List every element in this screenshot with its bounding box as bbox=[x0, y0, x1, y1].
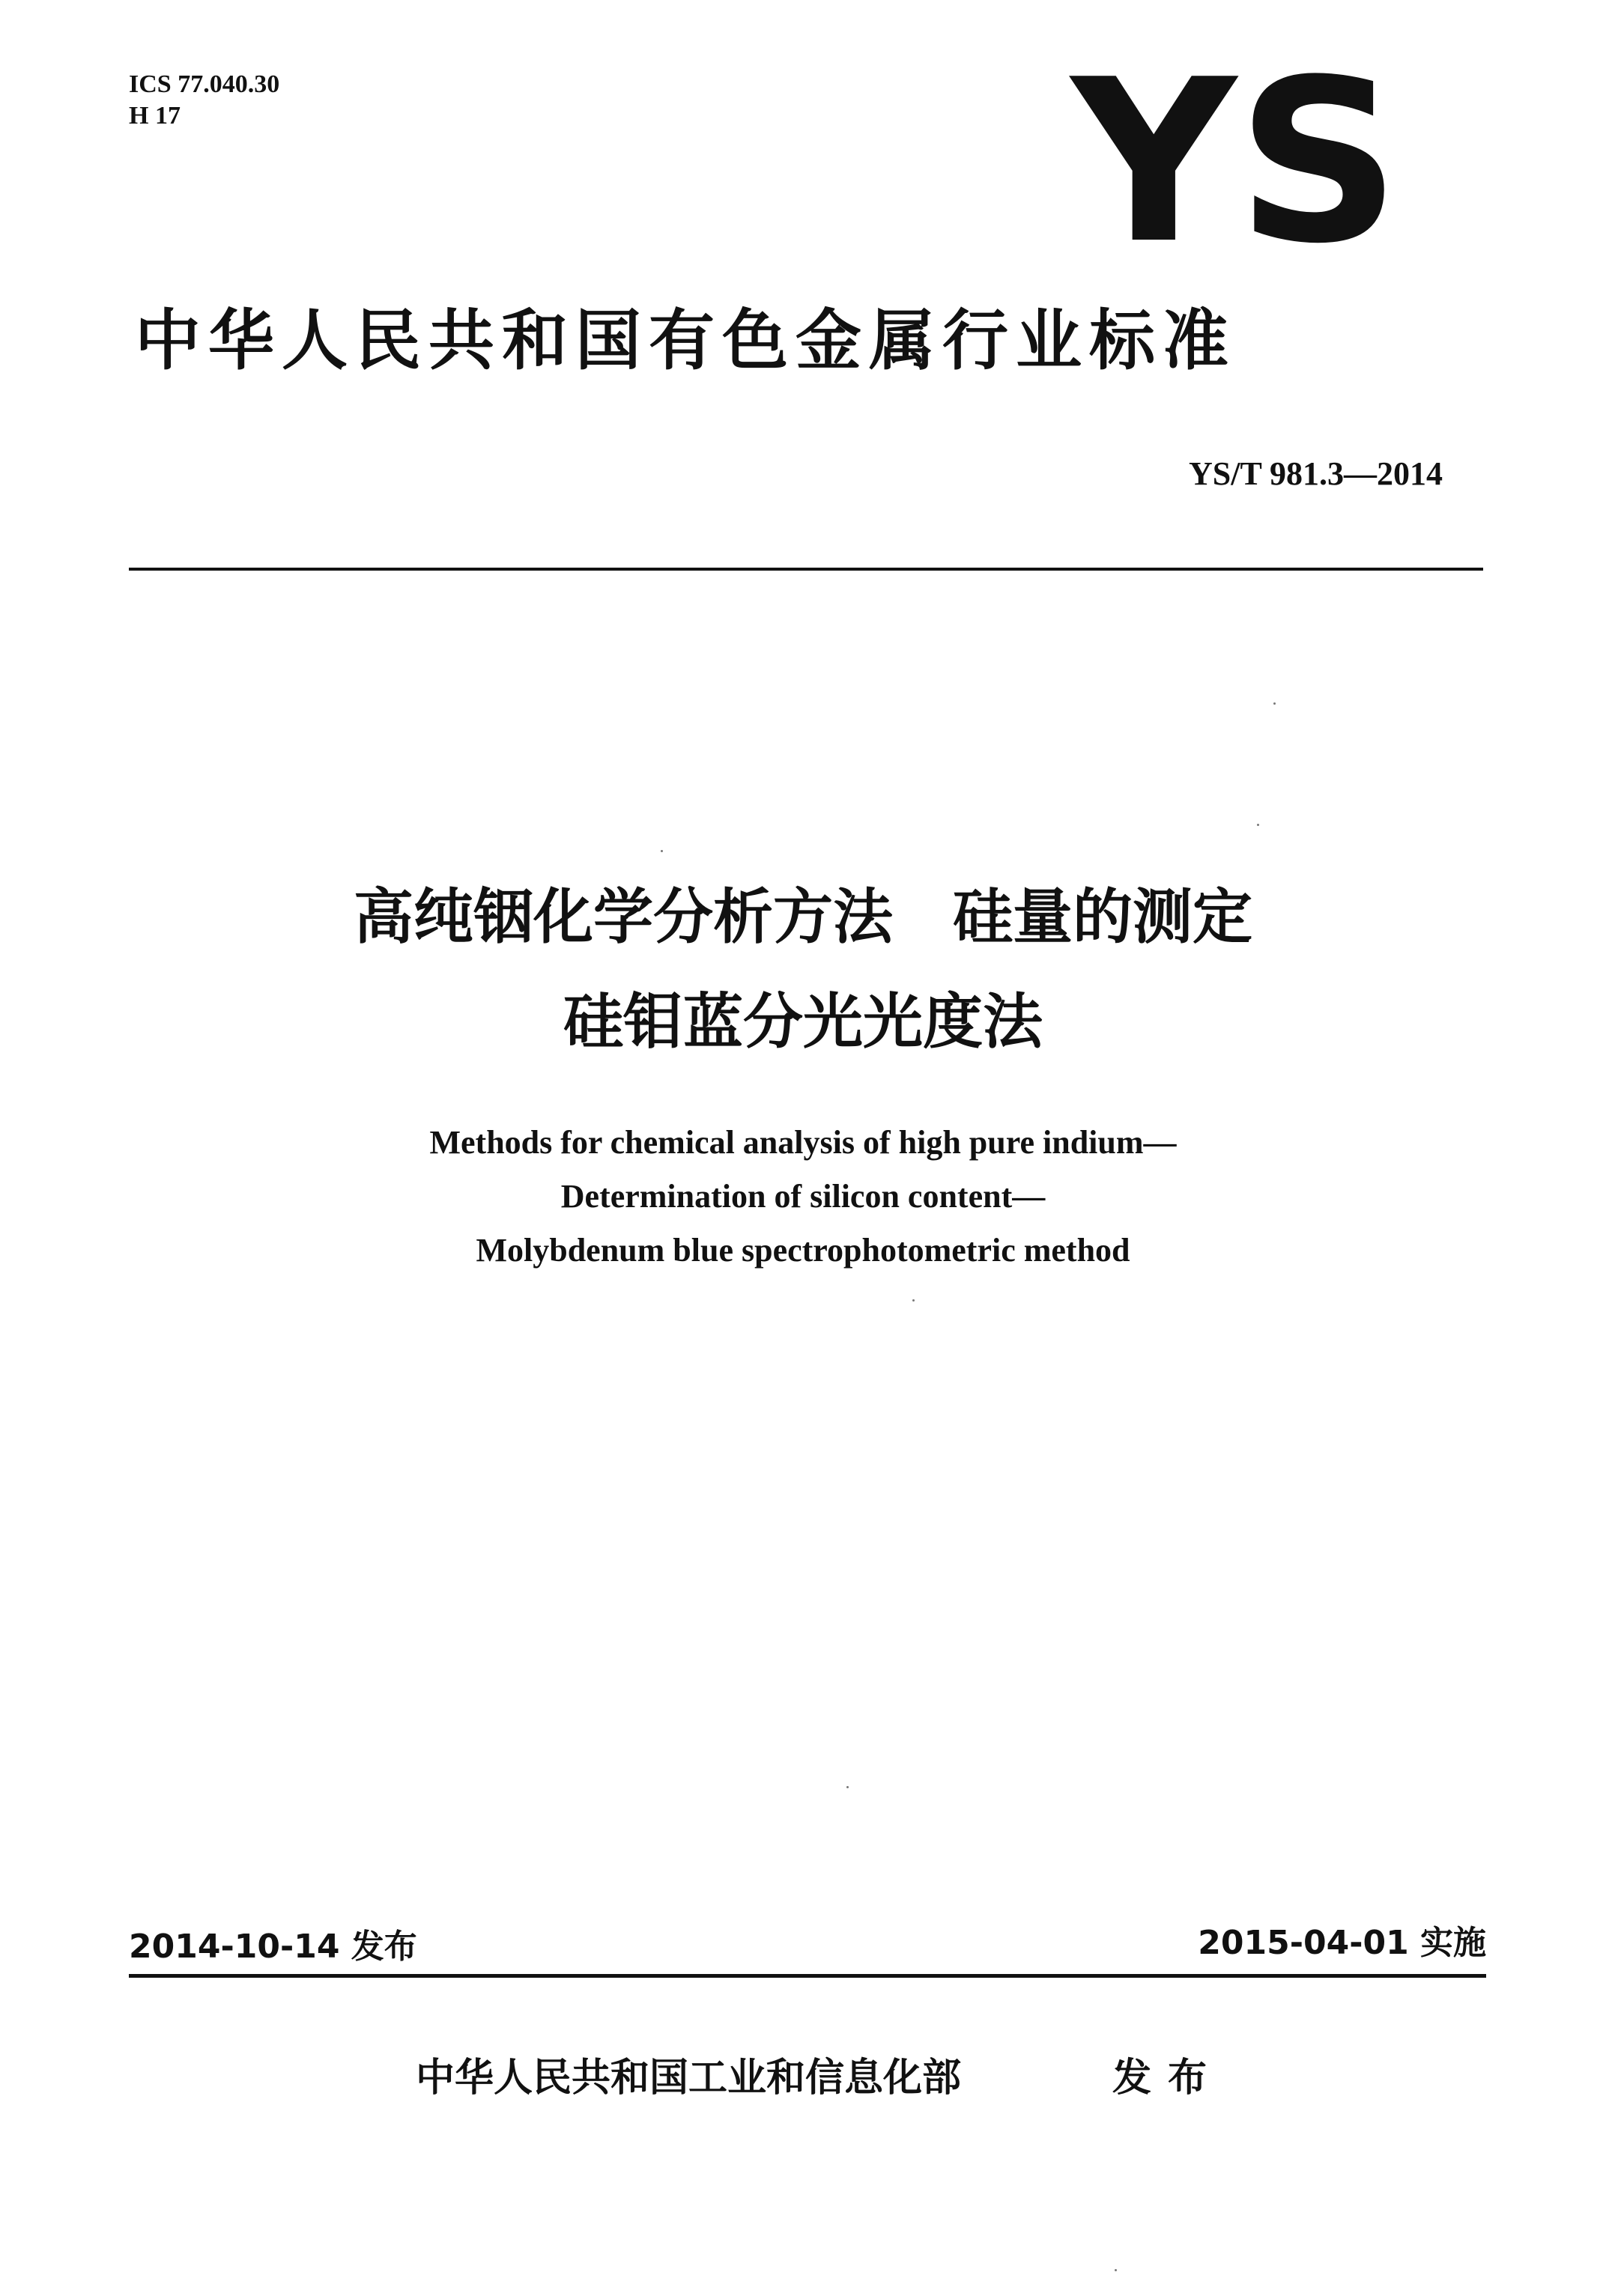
en-title bbox=[0, 1116, 1606, 1278]
footer-divider bbox=[129, 1974, 1486, 1978]
classification-codes bbox=[129, 69, 279, 132]
scan-speck bbox=[1257, 824, 1259, 826]
ics-code: ICS 77.040.30 bbox=[129, 70, 280, 98]
ccs-code: H 17 bbox=[129, 102, 181, 130]
scan-speck bbox=[846, 1786, 849, 1788]
scan-speck bbox=[912, 1299, 915, 1302]
industry-standard-title: 中华人民共和国有色金属行业标准 bbox=[135, 302, 1237, 379]
standard-number: YS/T 981.3—2014 bbox=[1188, 455, 1443, 492]
cn-title-line1: 高纯铟化学分析方法 硅量的测定 bbox=[354, 882, 1252, 952]
ys-logo-text: YS bbox=[1067, 58, 1401, 261]
en-title-line1: Methods for chemical analysis of high pure indium— bbox=[429, 1124, 1177, 1161]
issue-date: 2014-10-14 发布 bbox=[129, 1928, 417, 1966]
scan-speck bbox=[1273, 702, 1276, 705]
en-title-line3: Molybdenum blue spectrophotometric method bbox=[476, 1232, 1130, 1269]
cn-title-line2: 硅钼蓝分光光度法 bbox=[563, 987, 1043, 1057]
header-divider bbox=[129, 568, 1483, 571]
ys-logo bbox=[1064, 58, 1408, 261]
implementation-date: 2015-04-01 实施 bbox=[1198, 1924, 1486, 1962]
issuing-authority: 中华人民共和国工业和信息化部 bbox=[416, 2056, 962, 2101]
scan-speck bbox=[661, 850, 663, 852]
en-title-line2: Determination of silicon content— bbox=[560, 1178, 1046, 1215]
issuing-action: 发布 bbox=[1112, 2056, 1224, 2101]
scan-speck bbox=[1115, 2269, 1117, 2271]
